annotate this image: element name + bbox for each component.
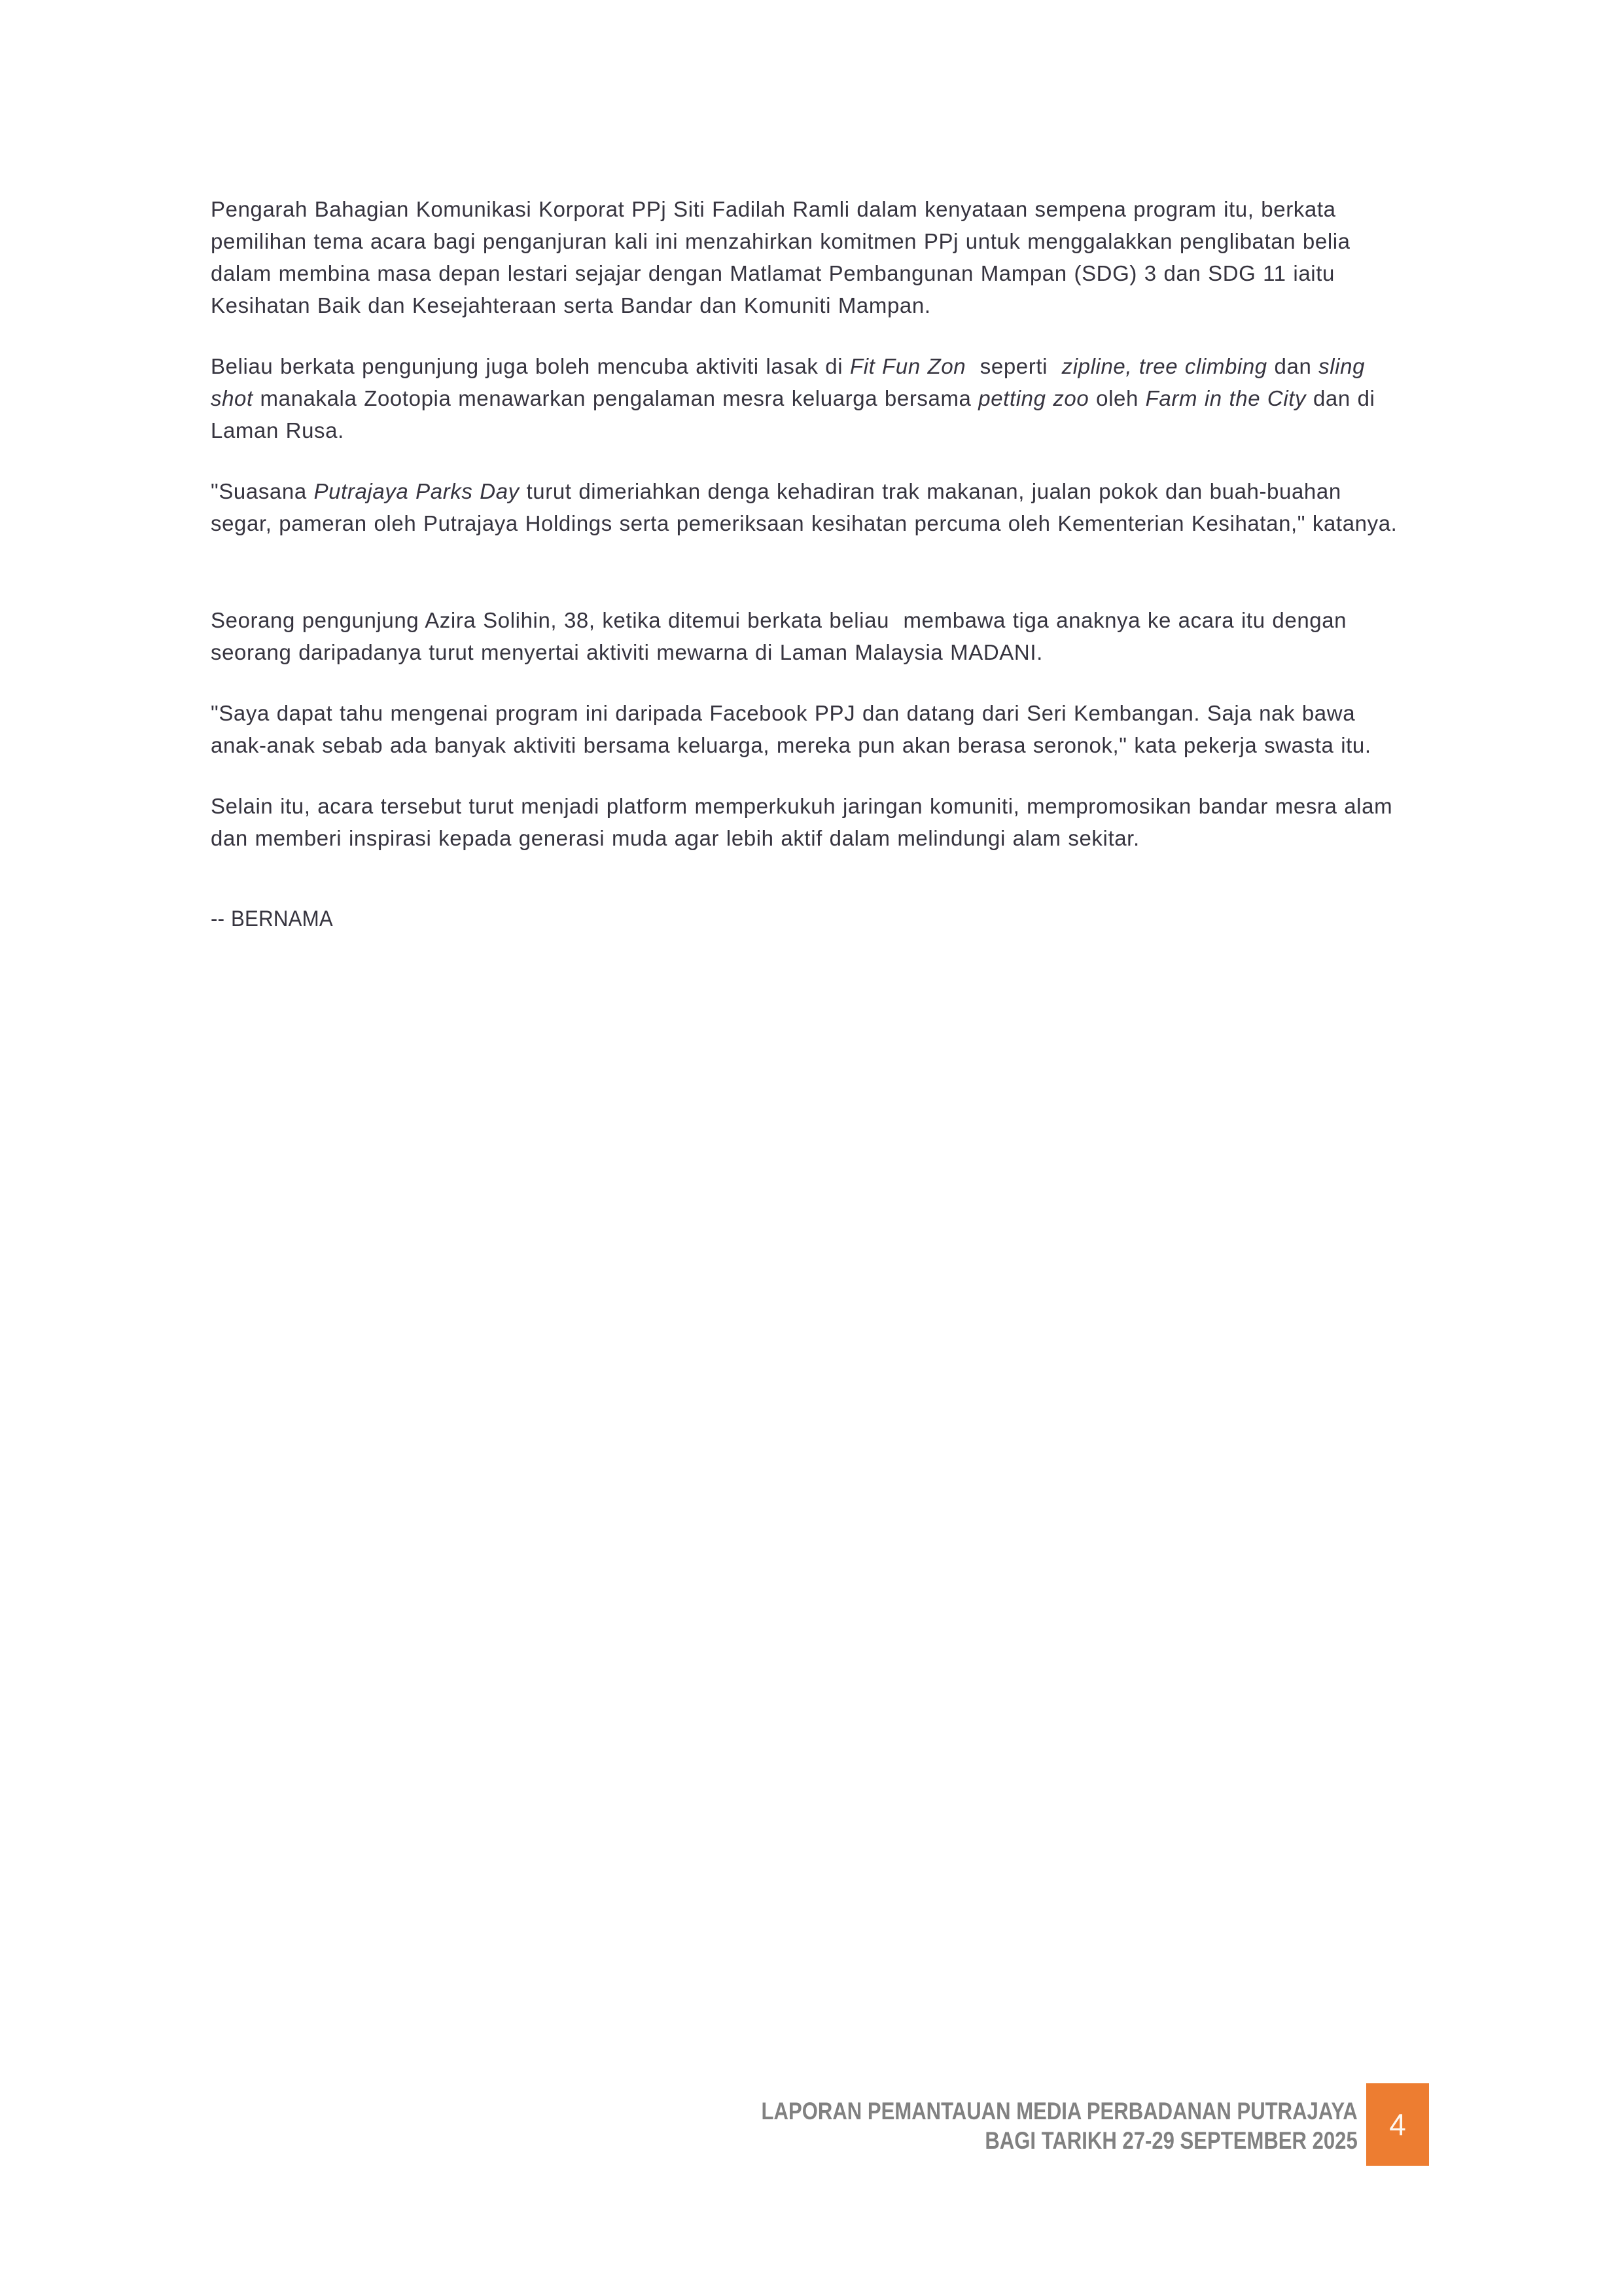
text-run: dan di Laman Rusa. bbox=[211, 386, 1383, 442]
text-run: dan bbox=[1267, 354, 1319, 378]
text-run: manakala Zootopia menawarkan pengalaman mesra keluarga bersama bbox=[253, 386, 979, 410]
text-run: Pengarah Bahagian Komunikasi Korporat PPj Siti Fadilah Ramli dalam kenyataan sempena program itu, berkata pemilihan tema acara bagi penganjuran kali ini menzahirkan komitmen PPj untuk menggalakkan penglibatan belia dalam membina masa depan lestari sejajar dengan Matlamat Pembangunan Mampan (SDG) 3 dan SDG 11 iaitu Kesihatan Baik dan Kesejahteraan serta Bandar dan Komuniti Mampan. bbox=[211, 197, 1358, 317]
italic-text-run: petting zoo bbox=[978, 386, 1089, 410]
paragraph bbox=[211, 790, 1398, 854]
paragraph bbox=[211, 193, 1398, 321]
footer-title-line1: LAPORAN PEMANTAUAN MEDIA PERBADANAN PUTRAJAYA bbox=[761, 2098, 1358, 2125]
paragraph bbox=[211, 697, 1398, 761]
page-number: 4 bbox=[1389, 2108, 1406, 2142]
text-run: "Saya dapat tahu mengenai program ini daripada Facebook PPJ dan datang dari Seri Kembangan. Saja nak bawa anak-anak sebab ada banyak aktiviti bersama keluarga, mereka pun akan berasa seronok," kata pekerja swasta itu. bbox=[211, 701, 1371, 757]
paragraph bbox=[211, 475, 1398, 539]
italic-text-run: Putrajaya Parks Day bbox=[313, 479, 520, 503]
italic-text-run: sling shot bbox=[211, 354, 1372, 410]
text-run: oleh bbox=[1089, 386, 1146, 410]
article-paragraphs bbox=[211, 193, 1398, 854]
article-body bbox=[211, 193, 1398, 935]
text-run: "Suasana bbox=[211, 479, 314, 503]
italic-text-run: Farm in the City bbox=[1145, 386, 1307, 410]
paragraph bbox=[211, 604, 1398, 668]
text-run: Beliau berkata pengunjung juga boleh mencuba aktiviti lasak di bbox=[211, 354, 850, 378]
text-run: Seorang pengunjung Azira Solihin, 38, ketika ditemui berkata beliau membawa tiga anaknya ke acara itu dengan seorang daripadanya turut menyertai aktiviti mewarna di Laman Malaysia MADANI. bbox=[211, 608, 1354, 664]
footer-report-title bbox=[762, 2096, 1358, 2155]
italic-text-run: Fit Fun Zon bbox=[849, 354, 966, 378]
page-number-badge bbox=[1366, 2083, 1429, 2166]
text-run: Selain itu, acara tersebut turut menjadi platform memperkukuh jaringan komuniti, mempromosikan bandar mesra alam dan memberi inspirasi kepada generasi muda agar lebih aktif dalam melindungi alam sekitar. bbox=[211, 794, 1400, 850]
agency-signoff: -- BERNAMA bbox=[211, 906, 333, 931]
paragraph bbox=[211, 350, 1398, 446]
text-run: turut dimeriahkan denga kehadiran trak makanan, jualan pokok dan buah-buahan segar, pameran oleh Putrajaya Holdings serta pemeriksaan kesihatan percuma oleh Kementerian Kesihatan," katanya. bbox=[211, 479, 1398, 535]
italic-text-run: zipline, tree climbing bbox=[1061, 354, 1267, 378]
footer-title-line2: BAGI TARIKH 27-29 SEPTEMBER 2025 bbox=[985, 2127, 1358, 2154]
text-run: seperti bbox=[966, 354, 1062, 378]
